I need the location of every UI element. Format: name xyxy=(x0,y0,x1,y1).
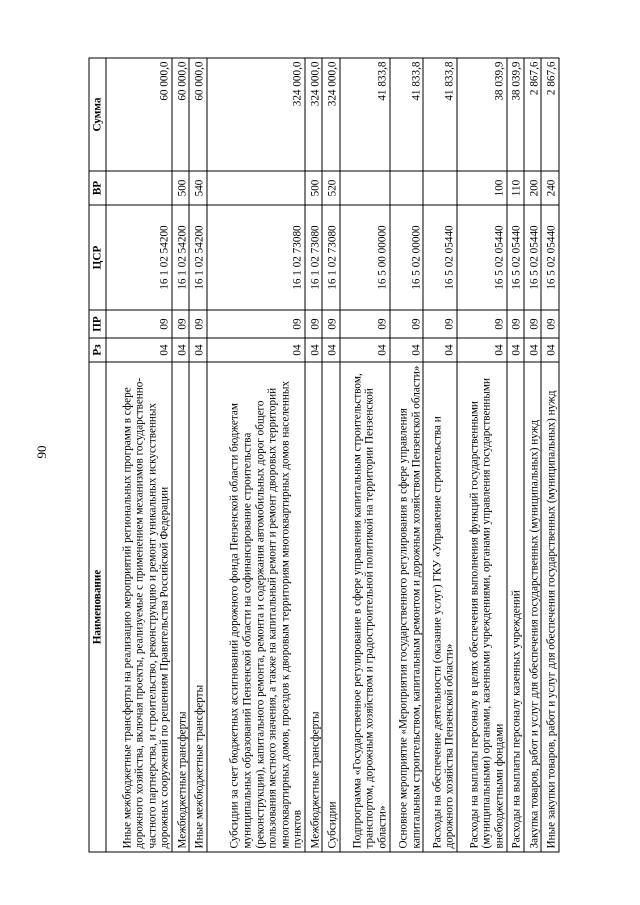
row-vr-cell: 540 xyxy=(189,171,206,205)
row-name-cell: Субсидии за счет бюджетных ассигнований дорожного фонда Пензенской области бюджетам муниципальных образований Пензенской области на софинансирование строительства (реконструкции), капитального ремонта, ремонта и содержания автомобильных дорог общего пользования местного значения, а также на капитальный ремонт и ремонт дворовых территорий многоквартирных домов, проездов к дворовым территориям многоквартирных домов населенных пунктов xyxy=(206,362,304,852)
row-csr-cell: 16 1 02 73080 xyxy=(305,205,322,310)
row-sum-cell: 2 867,6 xyxy=(524,58,541,171)
table-body xyxy=(106,58,559,852)
row-rz-cell: 04 xyxy=(106,338,172,362)
row-pr-cell: 09 xyxy=(423,310,457,338)
row-sum-cell: 60 000,0 xyxy=(171,58,188,171)
row-pr-cell: 09 xyxy=(339,310,389,338)
row-name-cell: Основное мероприятие «Мероприятия государственного регулирования в сфере управления капитальным строительством, капитальным ремонтом и дорожным хозяйством Пензенской области» xyxy=(389,362,423,852)
row-sum-cell: 38 039,9 xyxy=(456,58,506,171)
row-csr-cell: 16 5 00 00000 xyxy=(339,205,389,310)
row-name-cell: Иные межбюджетные трансферты xyxy=(189,362,206,852)
row-rz-cell: 04 xyxy=(305,338,322,362)
row-sum-cell: 324 000,0 xyxy=(206,58,304,171)
header-pr: ПР xyxy=(89,310,106,338)
row-sum-cell: 324 000,0 xyxy=(322,58,339,171)
row-rz-cell: 04 xyxy=(171,338,188,362)
row-name-cell: Межбюджетные трансферты xyxy=(305,362,322,852)
row-name-cell: Расходы на обеспечение деятельности (оказание услуг) ГКУ «Управление строительства и дорожного хозяйства Пензенской области» xyxy=(423,362,457,852)
row-name-cell: Расходы на выплаты персоналу в целях обеспечения выполнения функций государственными (муниципальными) органами, казенными учреждениями, органами управления государственными внебюджетными фондами xyxy=(456,362,506,852)
table-row xyxy=(423,58,457,852)
row-name-cell: Иные межбюджетные трансферты на реализацию мероприятий региональных программ в сфере дорожного хозяйства, включая проекты, реализуемые с применением механизмов государственно-частного партнерства, и строительство, реконструкцию и ремонт уникальных искусственных дорожных сооружений по решениям Правительства Российской Федерации xyxy=(106,362,172,852)
row-rz-cell: 04 xyxy=(189,338,206,362)
row-pr-cell: 09 xyxy=(106,310,172,338)
row-rz-cell: 04 xyxy=(541,338,559,362)
row-pr-cell: 09 xyxy=(456,310,506,338)
budget-table xyxy=(88,57,559,852)
table-row xyxy=(389,58,423,852)
row-sum-cell: 60 000,0 xyxy=(106,58,172,171)
row-vr-cell: 110 xyxy=(506,171,523,205)
row-csr-cell: 16 1 02 73080 xyxy=(206,205,304,310)
row-sum-cell: 60 000,0 xyxy=(189,58,206,171)
table-row xyxy=(206,58,304,852)
row-vr-cell: 500 xyxy=(171,171,188,205)
row-vr-cell: 100 xyxy=(456,171,506,205)
row-rz-cell: 04 xyxy=(506,338,523,362)
table-row xyxy=(305,58,322,852)
row-vr-cell xyxy=(106,171,172,205)
row-csr-cell: 16 5 02 05440 xyxy=(541,205,559,310)
row-name-cell: Расходы на выплаты персоналу казенных учреждений xyxy=(506,362,523,852)
row-pr-cell: 09 xyxy=(189,310,206,338)
row-name-cell: Субсидии xyxy=(322,362,339,852)
header-csr: ЦСР xyxy=(89,205,106,310)
row-vr-cell xyxy=(206,171,304,205)
table-row xyxy=(456,58,506,852)
table-row xyxy=(339,58,389,852)
row-name-cell: Подпрограмма «Государственное регулирование в сфере управления капитальным строительством, транспортом, дорожным хозяйством и градостроительной политикой на территории Пензенской области» xyxy=(339,362,389,852)
row-csr-cell: 16 1 02 54200 xyxy=(189,205,206,310)
row-sum-cell: 41 833,8 xyxy=(339,58,389,171)
table-row xyxy=(524,58,541,852)
header-name: Наименование xyxy=(89,362,106,852)
row-sum-cell: 38 039,9 xyxy=(506,58,523,171)
row-pr-cell: 09 xyxy=(524,310,541,338)
row-sum-cell: 2 867,6 xyxy=(541,58,559,171)
header-sum: Сумма xyxy=(89,58,106,171)
row-vr-cell xyxy=(339,171,389,205)
header-vr: ВР xyxy=(89,171,106,205)
row-pr-cell: 09 xyxy=(322,310,339,338)
row-rz-cell: 04 xyxy=(389,338,423,362)
row-pr-cell: 09 xyxy=(305,310,322,338)
row-pr-cell: 09 xyxy=(206,310,304,338)
row-csr-cell: 16 1 02 54200 xyxy=(171,205,188,310)
table-row xyxy=(171,58,188,852)
row-vr-cell: 500 xyxy=(305,171,322,205)
row-vr-cell xyxy=(423,171,457,205)
table-row xyxy=(106,58,172,852)
row-rz-cell: 04 xyxy=(339,338,389,362)
row-csr-cell: 16 5 02 05440 xyxy=(524,205,541,310)
row-pr-cell: 09 xyxy=(389,310,423,338)
row-rz-cell: 04 xyxy=(322,338,339,362)
row-csr-cell: 16 5 02 05440 xyxy=(423,205,457,310)
row-rz-cell: 04 xyxy=(524,338,541,362)
row-rz-cell: 04 xyxy=(456,338,506,362)
row-sum-cell: 324 000,0 xyxy=(305,58,322,171)
row-pr-cell: 09 xyxy=(506,310,523,338)
row-sum-cell: 41 833,8 xyxy=(423,58,457,171)
row-pr-cell: 09 xyxy=(541,310,559,338)
row-name-cell: Иные закупки товаров, работ и услуг для обеспечения государственных (муниципальных) нужд xyxy=(541,362,559,852)
row-sum-cell: 41 833,8 xyxy=(389,58,423,171)
table-row xyxy=(322,58,339,852)
row-csr-cell: 16 5 02 05440 xyxy=(506,205,523,310)
row-rz-cell: 04 xyxy=(423,338,457,362)
row-vr-cell: 200 xyxy=(524,171,541,205)
header-rz: Рз xyxy=(89,338,106,362)
row-csr-cell: 16 1 02 73080 xyxy=(322,205,339,310)
table-header-row xyxy=(89,58,106,852)
page-number: 90 xyxy=(34,445,49,459)
row-pr-cell: 09 xyxy=(171,310,188,338)
row-vr-cell: 520 xyxy=(322,171,339,205)
row-rz-cell: 04 xyxy=(206,338,304,362)
table-row xyxy=(189,58,206,852)
table-row xyxy=(506,58,523,852)
row-name-cell: Межбюджетные трансферты xyxy=(171,362,188,852)
budget-table-container xyxy=(88,58,559,852)
row-vr-cell xyxy=(389,171,423,205)
row-csr-cell: 16 5 02 05440 xyxy=(456,205,506,310)
rotated-table-wrapper xyxy=(88,58,559,852)
row-vr-cell: 240 xyxy=(541,171,559,205)
row-csr-cell: 16 1 02 54200 xyxy=(106,205,172,310)
row-name-cell: Закупка товаров, работ и услуг для обеспечения государственных (муниципальных) нужд xyxy=(524,362,541,852)
row-csr-cell: 16 5 02 00000 xyxy=(389,205,423,310)
table-row xyxy=(541,58,559,852)
